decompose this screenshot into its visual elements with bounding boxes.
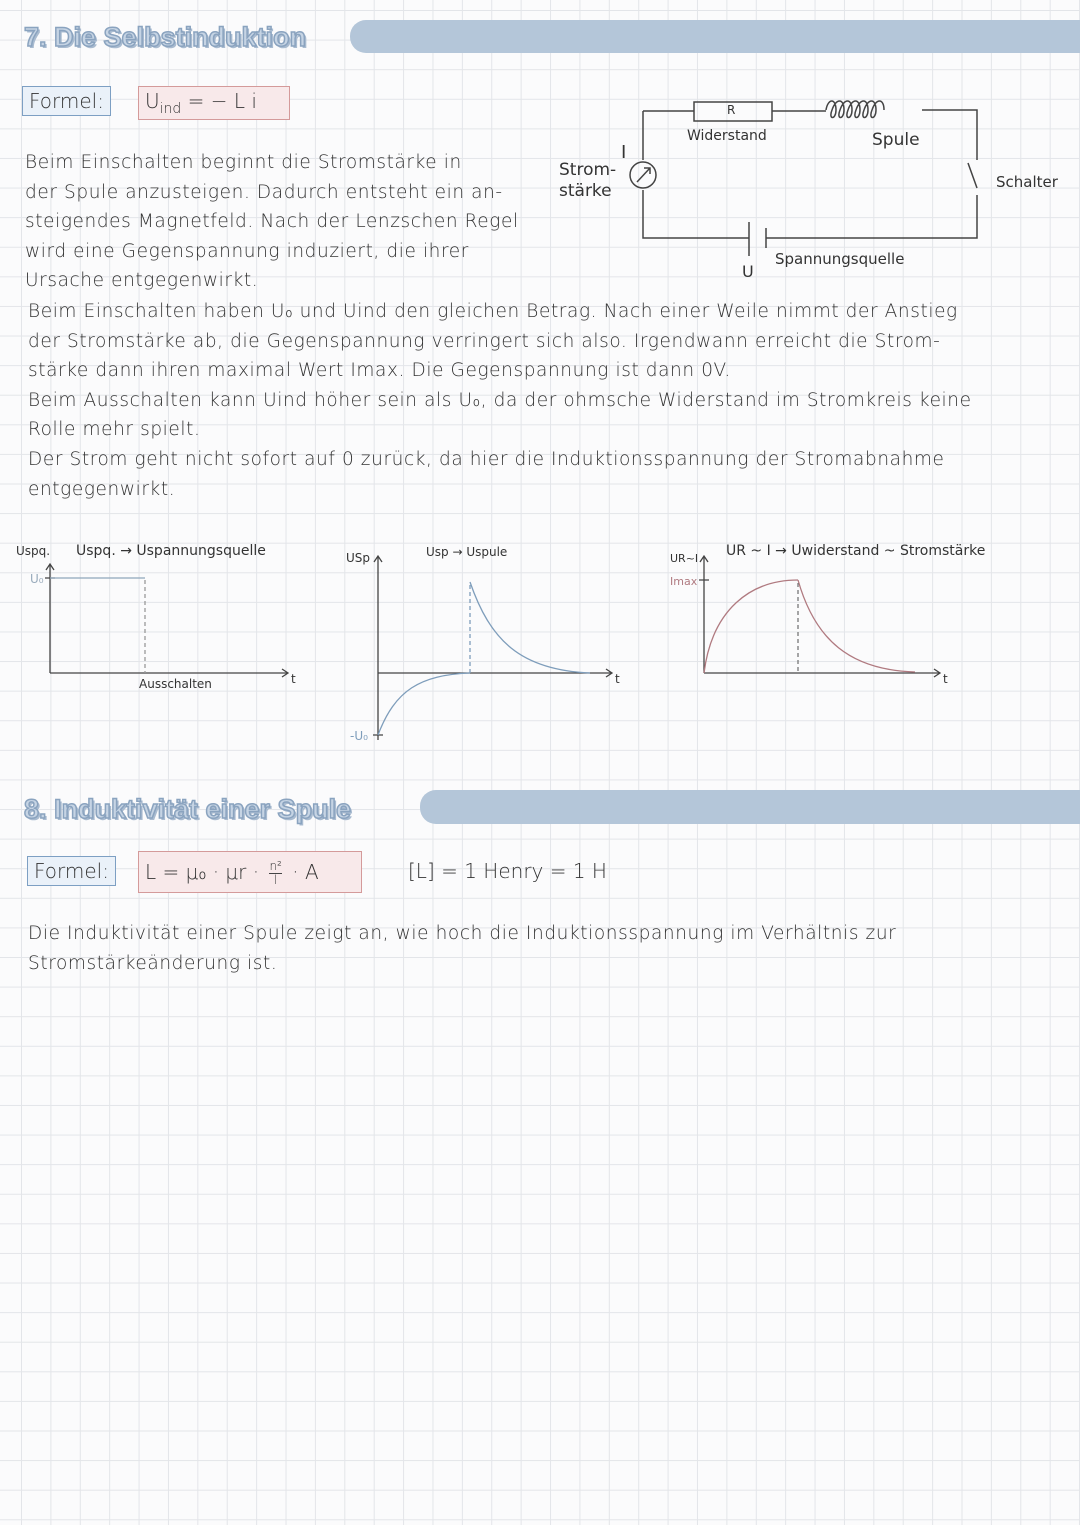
- text-line: wird eine Gegenspannung induziert, die ihrer: [25, 240, 469, 262]
- section-8-title: 8. Induktivität einer Spule: [24, 794, 352, 824]
- graph-3-axes: [699, 556, 940, 677]
- formula-sub: ind: [159, 101, 182, 117]
- formula-box: [138, 851, 362, 893]
- text-line: Rolle mehr spielt.: [28, 419, 201, 441]
- graph-3-level-label: Imax: [670, 575, 698, 588]
- coil-label: Spule: [872, 130, 920, 150]
- switch-label: Schalter: [996, 173, 1058, 191]
- graph-1-marker-label: Ausschalten: [139, 677, 212, 691]
- paragraph-3: [28, 919, 896, 978]
- resistor-symbol: R: [727, 103, 736, 117]
- graph-2-curve-on: [378, 673, 470, 735]
- graph-1-level-label: U₀: [30, 572, 44, 586]
- formula-rhs: = − L i: [181, 89, 257, 113]
- graph-3-title: UR ~ I → Uwiderstand ~ Stromstärke: [726, 543, 986, 559]
- formula-label: Formel:: [22, 86, 111, 116]
- graph-2-xlabel: t: [615, 672, 620, 686]
- text-line: Beim Ausschalten kann Uind höher sein als U₀, da der ohmsche Widerstand im Stromkreis keine: [28, 389, 972, 411]
- graph-1-axes: [45, 564, 288, 677]
- graph-2-curve-off: [470, 582, 590, 673]
- resistor-label: Widerstand: [687, 128, 767, 144]
- graph-1-ylabel: Uspq.: [16, 544, 51, 558]
- text-line: entgegenwirkt.: [28, 478, 176, 500]
- graph-1-title: Uspq. → Uspannungsquelle: [76, 543, 266, 559]
- section-7-title: 7. Die Selbstinduktion: [24, 22, 307, 52]
- formula-tail: · A: [292, 860, 319, 884]
- current-symbol: I: [621, 142, 627, 163]
- text-line: Beim Einschalten haben U₀ und Uind den gleichen Betrag. Nach einer Weile nimmt der Anstieg: [28, 301, 958, 322]
- ammeter-label: Strom-: [559, 160, 617, 180]
- header-bar: [420, 790, 1080, 824]
- graph-3-curve-off: [798, 580, 915, 672]
- ammeter-label: stärke: [559, 181, 612, 201]
- text-line: der Stromstärke ab, die Gegenspannung verringert sich also. Irgendwann erreicht die Strom-: [28, 330, 941, 352]
- fraction-denominator: l: [273, 873, 278, 887]
- graph-2-title: Usp → Uspule: [426, 545, 508, 559]
- voltage-symbol: U: [742, 262, 754, 281]
- formula-lhs: U: [145, 89, 160, 113]
- text-line: Die Induktivität einer Spule zeigt an, wie hoch die Induktionsspannung im Verhältnis zur: [28, 923, 897, 944]
- graph-3-xlabel: t: [943, 672, 948, 686]
- graph-3-ylabel: UR~I: [670, 552, 699, 565]
- header-bar: [350, 20, 1080, 53]
- source-label: Spannungsquelle: [775, 250, 905, 268]
- fraction-numerator: n²: [269, 859, 282, 873]
- unit-definition: [L] = 1 Henry = 1 H: [408, 859, 607, 883]
- text-line: Der Strom geht nicht sofort auf 0 zurück, da hier die Induktionsspannung der Stromabnahme: [28, 448, 945, 470]
- formula-lhs: L = μ₀ · μr ·: [145, 860, 260, 884]
- graph-1-xlabel: t: [291, 672, 296, 686]
- graph-2-axes: [373, 556, 612, 740]
- graph-3-curve-on: [704, 580, 798, 673]
- text-line: der Spule anzusteigen. Dadurch entsteht ein an-: [25, 181, 503, 203]
- graphs: [0, 0, 1080, 760]
- text-line: stärke dann ihren maximal Wert Imax. Die Gegenspannung ist dann 0V.: [28, 360, 731, 382]
- graph-2-ylabel: USp: [346, 551, 371, 565]
- fraction: [269, 860, 281, 887]
- text-line: steigendes Magnetfeld. Nach der Lenzschen Regel: [25, 211, 519, 233]
- text-line: Beim Einschalten beginnt die Stromstärke in: [25, 152, 462, 173]
- formula-label: Formel:: [27, 856, 116, 886]
- text-line: Ursache entgegenwirkt.: [25, 270, 259, 292]
- text-line: Stromstärkeänderung ist.: [28, 952, 278, 974]
- graph-2-min-label: -U₀: [350, 729, 368, 743]
